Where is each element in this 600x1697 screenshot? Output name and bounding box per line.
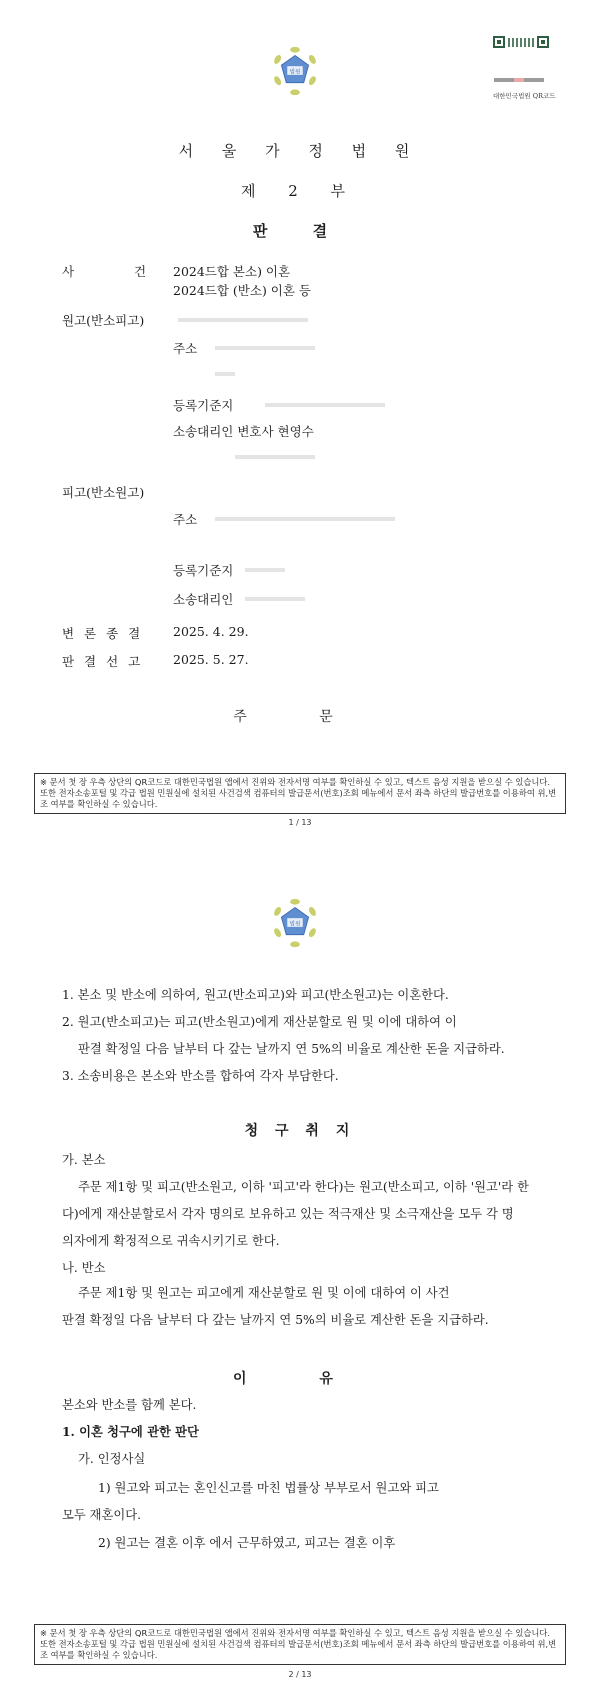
counter-claim-text-2: 판결 확정일 다음 날부터 다 갚는 날까지 연 5%의 비율로 계산한 돈을 지급하라.: [62, 1313, 489, 1327]
fact-2: 2) 원고는 결혼 이후 에서 근무하였고, 피고는 결혼 이후: [98, 1536, 396, 1550]
seal-text: 법원: [289, 921, 301, 928]
redacted-registry: [265, 403, 385, 407]
redacted-attorney-detail: [235, 455, 315, 459]
qr-label: 대한민국법원 QR코드: [493, 92, 556, 100]
fact-1a: 1) 원고와 피고는 혼인신고를 마친 법률상 부부로서 원고와 피고: [98, 1481, 439, 1495]
main-claim-text-3: 의자에게 확정적으로 귀속시키기로 한다.: [62, 1234, 280, 1248]
main-claim-text-1: 주문 제1항 및 피고(반소원고, 이하 '피고'라 한다)는 원고(반소피고, 이하 '원고'라 한: [78, 1180, 529, 1194]
case-label: 사 건: [62, 264, 175, 279]
page-number: 2 / 13: [288, 1670, 312, 1679]
main-claim-text-2: 다)에게 재산분할로서 각자 명의로 보유하고 있는 적극재산 및 소극재산을 모두 각 명: [62, 1207, 514, 1221]
seal-text: 법원: [289, 69, 301, 76]
page-1: [0, 0, 600, 845]
court-seal-icon: [266, 42, 324, 100]
redacted-address-2: [215, 372, 235, 376]
hearing-label: 변 론 종 결: [62, 626, 144, 641]
plaintiff-label: 원고(반소피고): [62, 313, 145, 328]
qr-code-icon: [493, 36, 549, 48]
court-name: 서 울 가 정 법 원: [178, 142, 422, 160]
verdict-date: 2025. 5. 27.: [173, 652, 249, 667]
reasons-heading: 이 유: [233, 1371, 367, 1387]
hearing-date: 2025. 4. 29.: [173, 624, 249, 639]
qr-issue-number: [494, 78, 544, 82]
verification-notice: ※ 문서 첫 장 우측 상단의 QR코드로 대한민국법원 앱에서 진위와 전자서명 여부를 확인하실 수 있고, 텍스트 음성 지원을 받으실 수 있습니다. 또한 전자소송포털 및 각급 법원 민원실에 설치된 사건검색 컴퓨터의 발급문서(번호)조회 메뉴에서 문서 좌측 하단의 발급번호를 이용하여 위,변조 여부를 확인하실 수 있습니다.: [34, 1624, 566, 1665]
reasons-intro: 본소와 반소를 함께 본다.: [62, 1398, 197, 1412]
plaintiff-attorney: 소송대리인 변호사 현영수: [173, 424, 314, 439]
order-item-2b: 판결 확정일 다음 날부터 다 갚는 날까지 연 5%의 비율로 계산한 돈을 지급하라.: [78, 1042, 505, 1056]
defendant-label: 피고(반소원고): [62, 485, 145, 500]
main-claim-label: 가. 본소: [62, 1153, 106, 1167]
defendant-attorney-label: 소송대리인: [173, 592, 234, 607]
page-2: [0, 870, 600, 1697]
defendant-address-label: 주소: [173, 512, 198, 527]
case-line-1: 2024드합 본소) 이혼: [173, 264, 291, 279]
page-number: 1 / 13: [288, 818, 312, 827]
facts-label: 가. 인정사실: [78, 1452, 146, 1466]
division-name: 제 2 부: [240, 182, 360, 200]
plaintiff-address-label: 주소: [173, 341, 198, 356]
order-heading: 주 문: [233, 709, 367, 725]
case-line-2: 2024드합 (반소) 이혼 등: [173, 283, 312, 298]
counter-claim-label: 나. 반소: [62, 1261, 106, 1275]
order-item-2a: 2. 원고(반소피고)는 피고(반소원고)에게 재산분할로 원 및 이에 대하여 이: [62, 1015, 457, 1029]
defendant-registry-label: 등록기준지: [173, 563, 234, 578]
claims-heading: 청 구 취 지: [244, 1123, 356, 1139]
document-type: 판 결: [252, 222, 348, 240]
redacted-def-registry: [245, 568, 285, 572]
order-item-3: 3. 소송비용은 본소와 반소를 합하여 각자 부담한다.: [62, 1069, 339, 1083]
court-seal-icon: [266, 894, 324, 952]
verdict-label: 판 결 선 고: [62, 654, 144, 669]
redacted-plaintiff: [178, 318, 308, 322]
redacted-address: [215, 346, 315, 350]
verification-notice: ※ 문서 첫 장 우측 상단의 QR코드로 대한민국법원 앱에서 진위와 전자서명 여부를 확인하실 수 있고, 텍스트 음성 지원을 받으실 수 있습니다. 또한 전자소송포털 및 각급 법원 민원실에 설치된 사건검색 컴퓨터의 발급문서(번호)조회 메뉴에서 문서 좌측 하단의 발급번호를 이용하여 위,변조 여부를 확인하실 수 있습니다.: [34, 773, 566, 814]
redacted-def-address: [215, 517, 395, 521]
counter-claim-text-1: 주문 제1항 및 원고는 피고에게 재산분할로 원 및 이에 대하여 이 사건: [78, 1286, 450, 1300]
fact-1b: 모두 재혼이다.: [62, 1508, 142, 1522]
section-1-heading: 1. 이혼 청구에 관한 판단: [62, 1424, 199, 1439]
redacted-def-attorney: [245, 597, 305, 601]
plaintiff-registry-label: 등록기준지: [173, 398, 234, 413]
order-item-1: 1. 본소 및 반소에 의하여, 원고(반소피고)와 피고(반소원고)는 이혼한다.: [62, 988, 449, 1002]
